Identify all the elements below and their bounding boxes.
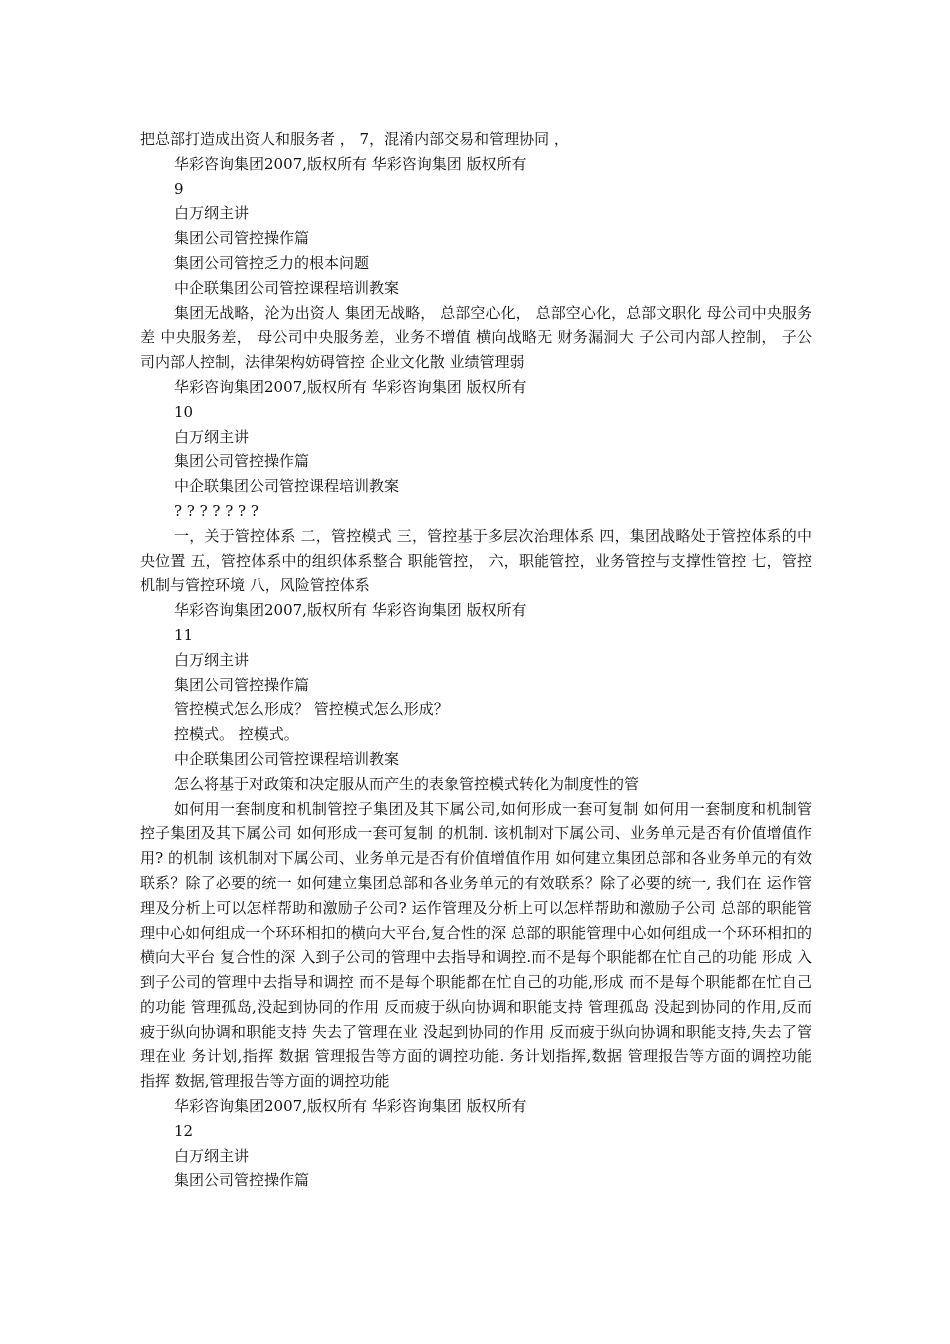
- text-line: 怎么将基于对政策和决定服从而产生的表象管控模式转化为制度性的管: [174, 774, 640, 793]
- text-line: 集团公司管控操作篇: [174, 675, 310, 694]
- text-line: 华彩咨询集团2007,版权所有 华彩咨询集团 版权所有: [174, 601, 527, 620]
- text-line: 11: [174, 625, 194, 644]
- text-line: 中企联集团公司管控课程培训教案: [174, 278, 400, 297]
- text-line: 12: [174, 1121, 194, 1140]
- text-line: 一，关于管控体系 二，管控模式 三，管控基于多层次治理体系 四，集团战略处于管控体系的中央位置 五，管控体系中的组织体系整合 职能管控， 六，职能管控，业务管控与支撑性管控 七，管控机制与管控环境 八，风险管控体系: [140, 526, 812, 595]
- text-line: 集团公司管控操作篇: [174, 1171, 310, 1190]
- text-line: 华彩咨询集团2007,版权所有 华彩咨询集团 版权所有: [174, 1097, 527, 1116]
- text-line: 集团公司管控操作篇: [174, 452, 310, 471]
- text-line: 白万纲主讲: [174, 1146, 250, 1165]
- text-line: 华彩咨询集团2007,版权所有 华彩咨询集团 版权所有: [174, 377, 527, 396]
- text-line: 白万纲主讲: [174, 204, 250, 223]
- text-line: 10: [174, 402, 194, 421]
- text-line: 中企联集团公司管控课程培训教案: [174, 477, 400, 496]
- text-line: 集团公司管控操作篇: [174, 229, 310, 248]
- text-line: 白万纲主讲: [174, 650, 250, 669]
- text-line: 华彩咨询集团2007,版权所有 华彩咨询集团 版权所有: [174, 154, 527, 173]
- text-line: 把总部打造成出资人和服务者 ， 7，混淆内部交易和管理协同 ，: [140, 130, 569, 148]
- text-line: 中企联集团公司管控课程培训教案: [174, 749, 400, 768]
- text-line: 管控模式怎么形成？ 管控模式怎么形成？: [174, 700, 449, 719]
- text-line: 9: [174, 179, 184, 198]
- text-line: 白万纲主讲: [174, 427, 250, 446]
- document-body: [140, 127, 817, 1193]
- text-line: 集团公司管控乏力的根本问题: [174, 253, 370, 272]
- text-line: 集团无战略，沦为出资人 集团无战略， 总部空心化， 总部空心化，总部文职化 母公司中央服务差 中央服务差， 母公司中央服务差，业务不增值 横向战略无 财务漏洞大 子公司内部人控制， 子公司内部人控制，法律架构妨碍管控 企业文化散 业绩管理弱: [140, 303, 812, 372]
- text-line: 控模式。 控模式。: [174, 725, 299, 744]
- text-line: 如何用一套制度和机制管控子集团及其下属公司,如何形成一套可复制 如何用一套制度和机制管控子集团及其下属公司 如何形成一套可复制 的机制. 该机制对下属公司、业务单元是否有价值增值作用? 的机制 该机制对下属公司、业务单元是否有价值增值作用 如何建立集团总部和各业务单元的有效联系？除了必要的统一 如何建立集团总部和各业务单元的有效联系？除了必要的统一, 我们在 运作管理及分析上可以怎样帮助和激励子公司? 运作管理及分析上可以怎样帮助和激励子公司 总部的职能管理中心如何组成一个环环相扣的横向大平台,复合性的深 总部的职能管理中心如何组成一个环环相扣的横向大平台 复合性的深 入到子公司的管理中去指导和调控.而不是每个职能都在忙自己的功能 形成 入到子公司的管理中去指导和调控 而不是每个职能都在忙自己的功能,形成 而不是每个职能都在忙自己的功能 管理孤岛,没起到协同的作用 反而疲于纵向协调和职能支持 管理孤岛 没起到协同的作用,反而疲于纵向协调和职能支持 失去了管理在业 没起到协同的作用 反而疲于纵向协调和职能支持,失去了管理在业 务计划,指挥 数据 管理报告等方面的调控功能. 务计划指挥,数据 管理报告等方面的调控功能 指挥 数据,管理报告等方面的调控功能: [140, 799, 817, 1091]
- text-line: ? ? ? ? ? ? ?: [174, 501, 259, 520]
